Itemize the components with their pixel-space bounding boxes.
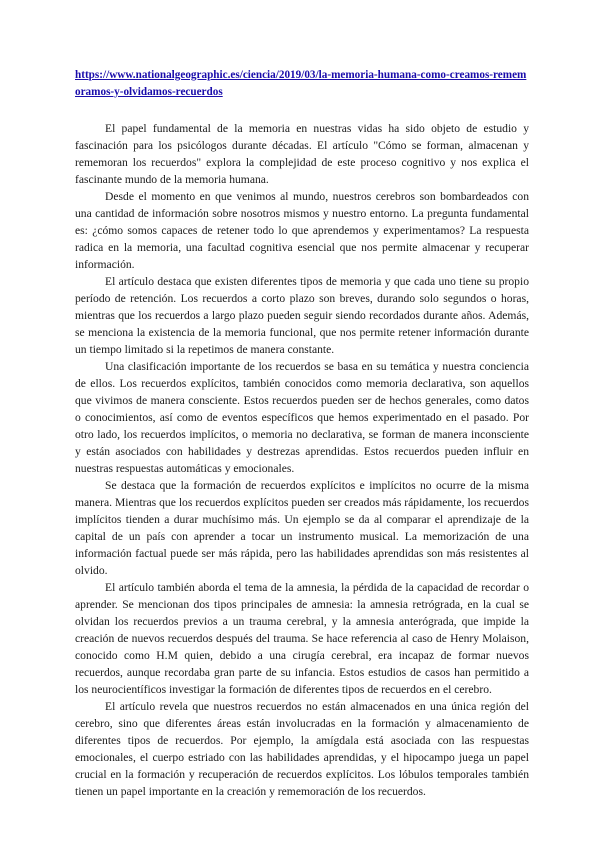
paragraph-5: Se destaca que la formación de recuerdos explícitos e implícitos no ocurre de la misma manera. Mientras que los recuerdos explícitos pueden ser creados más rápidamente, los recuerdos implícitos tienden a durar muchísimo más. Un ejemplo se da al comparar el aprendizaje de la capital de un país con aprender a tocar un instrumento musical. La memorización de una información factual puede ser más rápida, pero las habilidades aprendidas son más resistentes al olvido. [75,479,529,577]
paragraph-1: El papel fundamental de la memoria en nuestras vidas ha sido objeto de estudio y fascinación para los psicólogos durante décadas. El artículo "Cómo se forman, almacenan y rememoran los recuerdos" explora la complejidad de este proceso cognitivo y nos explica el fascinante mundo de la memoria humana. [75,122,529,186]
paragraph-3: El artículo destaca que existen diferentes tipos de memoria y que cada uno tiene su propio período de retención. Los recuerdos a corto plazo son breves, durando solo segundos o horas, mientras que los recuerdos a largo plazo pueden seguir siendo recordados durante años. Además, se menciona la existencia de la memoria funcional, que nos permite retener información durante un tiempo limitado si la repetimos de manera constante. [75,275,529,356]
paragraph-7: El artículo revela que nuestros recuerdos no están almacenados en una única región del cerebro, sino que diferentes áreas están involucradas en la formación y almacenamiento de diferentes tipos de recuerdos. Por ejemplo, la amígdala está asociada con las respuestas emocionales, el cuerpo estriado con las habilidades aprendidas, y el hipocampo juega un papel crucial en la formación y recuperación de recuerdos explícitos. Los lóbulos temporales también tienen un papel importante en la creación y rememoración de los recuerdos. [75,700,529,798]
paragraph-6: El artículo también aborda el tema de la amnesia, la pérdida de la capacidad de recordar o aprender. Se mencionan dos tipos principales de amnesia: la amnesia retrógrada, en la cual se olvidan los recuerdos previos a un trauma cerebral, y la amnesia anterógrada, que impide la creación de nuevos recuerdos después del trauma. Se hace referencia al caso de Henry Molaison, conocido como H.M quien, debido a una cirugía cerebral, era incapaz de formar nuevos recuerdos, aunque recordaba gran parte de su infancia. Estos estudios de casos han permitido a los neurocientíficos investigar la formación de diferentes tipos de recuerdos en el cerebro. [75,581,529,696]
source-url-link[interactable]: https://www.nationalgeographic.es/ciencia/2019/03/la-memoria-humana-como-creamos-rememoramos-y-olvidamos-recuerdos [75,69,527,98]
article-body [75,120,529,800]
paragraph-2: Desde el momento en que venimos al mundo, nuestros cerebros son bombardeados con una cantidad de información sobre nosotros mismos y nuestro entorno. La pregunta fundamental es: ¿cómo somos capaces de retener todo lo que aprendemos y experimentamos? La respuesta radica en la memoria, una facultad cognitiva esencial que nos permite almacenar y recuperar información. [75,190,529,271]
paragraph-4: Una clasificación importante de los recuerdos se basa en su temática y nuestra conciencia de ellos. Los recuerdos explícitos, también conocidos como memoria declarativa, son aquellos que vivimos de manera consciente. Estos recuerdos pueden ser de hechos generales, como datos o conocimientos, así como de eventos específicos que hemos experimentado en el pasado. Por otro lado, los recuerdos implícitos, o memoria no declarativa, se forman de manera inconsciente y están asociados con habilidades y destrezas aprendidas. Estos recuerdos pueden influir en nuestras respuestas automáticas y emocionales. [75,360,529,475]
